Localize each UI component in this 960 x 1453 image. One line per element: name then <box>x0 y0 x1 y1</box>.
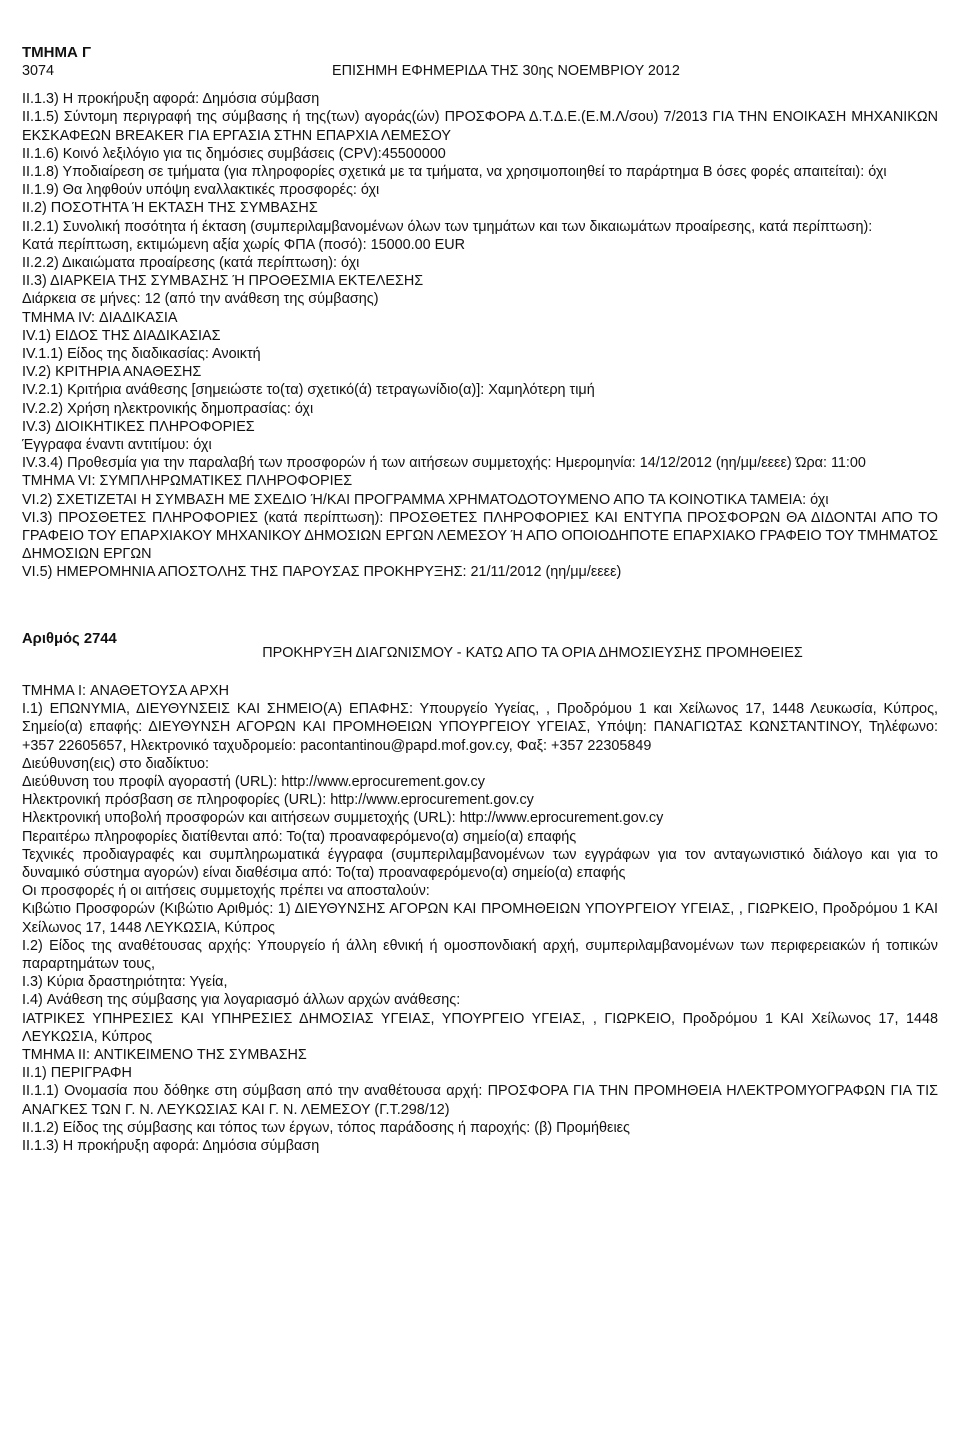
document-line: IV.1.1) Είδος της διαδικασίας: Ανοικτή <box>22 346 261 363</box>
document-line: IV.1) ΕΙΔΟΣ ΤΗΣ ΔΙΑΔΙΚΑΣΙΑΣ <box>22 327 221 344</box>
document-line: ΤΜΗΜΑ I: ΑΝΑΘΕΤΟΥΣΑ ΑΡΧΗ <box>22 682 229 699</box>
document-line: ΙΙ.1.1) Ονομασία που δόθηκε στη σύμβαση από την αναθέτουσα αρχή: ΠΡΟΣΦΟΡΑ ΓΙΑ ΤΗΝ ΠΡΟΜΗΘΕΙΑ ΗΛΕΚΤΡΟΜΥΟΓΡΑΦΩΝ ΓΙΑ ΤΙΣ ΑΝΑΓΚΕΣ ΤΩΝ Γ. Ν. ΛΕΥΚΩΣΙΑΣ ΚΑΙ Γ. Ν. ΛΕΜΕΣΟΥ (Γ.Τ.298/12) <box>22 1083 938 1118</box>
document-line: ΙΙ.1.5) Σύντομη περιγραφή της σύμβασης ή της(των) αγοράς(ών) ΠΡΟΣΦΟΡΑ Δ.Τ.Δ.Ε.(Ε.Μ.Λ/σου) 7/2013 ΓΙΑ ΤΗΝ ΕΝΟΙΚΑΣΗ ΜΗΧΑΝΙΚΩΝ ΕΚΣΚΑΦΕΩΝ BREAKER ΓΙΑ ΕΡΓΑΣΙΑ ΣΤΗΝ ΕΠΑΡΧΙΑ ΛΕΜΕΣΟΥ <box>22 109 938 144</box>
document-line: Τεχνικές προδιαγραφές και συμπληρωματικά έγγραφα (συμπεριλαμβανομένων των εγγράφων για τον ανταγωνιστικό διάλογο και για το δυναμικό σύστημα αγορών) είναι διαθέσιμα από: Το(τα) προαναφερόμενο(α) σημείο(α) επαφής <box>22 846 938 881</box>
document-line: Περαιτέρω πληροφορίες διατίθενται από: Το(τα) προαναφερόμενο(α) σημείο(α) επαφής <box>22 828 577 845</box>
document-line: I.4) Ανάθεση της σύμβασης για λογαριασμό άλλων αρχών ανάθεσης: <box>22 992 461 1009</box>
document-line: VI.5) ΗΜΕΡΟΜΗΝΙΑ ΑΠΟΣΤΟΛΗΣ ΤΗΣ ΠΑΡΟΥΣΑΣ ΠΡΟΚΗΡΥΞΗΣ: 21/11/2012 (ηη/μμ/εεεε) <box>22 564 622 581</box>
document-line: ΤΜΗΜΑ VI: ΣΥΜΠΛΗΡΩΜΑΤΙΚΕΣ ΠΛΗΡΟΦΟΡΙΕΣ <box>22 473 353 490</box>
document-line: ΙΑΤΡΙΚΕΣ ΥΠΗΡΕΣΙΕΣ ΚΑΙ ΥΠΗΡΕΣΙΕΣ ΔΗΜΟΣΙΑΣ ΥΓΕΙΑΣ, ΥΠΟΥΡΓΕΙΟ ΥΓΕΙΑΣ, , ΓΙΩΡΚΕΙΟ, Προδρόμου 1 ΚΑΙ Χείλωνος 17, 1448 ΛΕΥΚΩΣΙΑ, Κύπρος <box>22 1010 938 1045</box>
document-line: ΤΜΗΜΑ II: ΑΝΤΙΚΕΙΜΕΝΟ ΤΗΣ ΣΥΜΒΑΣΗΣ <box>22 1046 307 1063</box>
document-line: Κιβώτιο Προσφορών (Κιβώτιο Αριθμός: 1) ΔΙΕΥΘΥΝΣΗΣ ΑΓΟΡΩΝ ΚΑΙ ΠΡΟΜΗΘΕΙΩΝ ΥΠΟΥΡΓΕΙΟΥ ΥΓΕΙΑΣ, , ΓΙΩΡΚΕΙΟ, Προδρόμου 1 ΚΑΙ Χείλωνος 17, 1448 ΛΕΥΚΩΣΙΑ, Κύπρος <box>22 901 938 936</box>
notice-number: Αριθμός 2744 <box>22 630 117 647</box>
document-line: ΙΙ.1.9) Θα ληφθούν υπόψη εναλλακτικές προσφορές: όχι <box>22 182 380 199</box>
document-line: Διεύθυνση του προφίλ αγοραστή (URL): http://www.eprocurement.gov.cy <box>22 773 485 790</box>
document-line: Κατά περίπτωση, εκτιμώμενη αξία χωρίς ΦΠΑ (ποσό): 15000.00 EUR <box>22 236 465 253</box>
publication-title: ΕΠΙΣΗΜΗ ΕΦΗΜΕΡΙΔΑ ΤΗΣ 30ης ΝΟΕΜΒΡΙΟΥ 2012 <box>332 63 680 79</box>
document-line: I.2) Είδος της αναθέτουσας αρχής: Υπουργείο ή άλλη εθνική ή ομοσπονδιακή αρχή, συμπεριλαμβανομένων των περιφερειακών ή τοπικών παραρτημάτων τους, <box>22 937 938 972</box>
document-line: ΙΙ.1.3) Η προκήρυξη αφορά: Δημόσια σύμβαση <box>22 1137 320 1154</box>
document-line: Οι προσφορές ή οι αιτήσεις συμμετοχής πρέπει να αποσταλούν: <box>22 883 430 900</box>
document-line: IV.2) ΚΡΙΤΗΡΙΑ ΑΝΑΘΕΣΗΣ <box>22 364 202 381</box>
document-line: ΙΙ.3) ΔΙΑΡΚΕΙΑ ΤΗΣ ΣΥΜΒΑΣΗΣ Ή ΠΡΟΘΕΣΜΙΑ ΕΚΤΕΛΕΣΗΣ <box>22 273 424 290</box>
notice-heading <box>22 630 938 662</box>
document-line: ΙΙ.1.8) Υποδιαίρεση σε τμήματα (για πληροφορίες σχετικά με τα τμήματα, να χρησιμοποιηθεί το παράρτημα Β όσες φορές απαιτείται): όχι <box>22 164 887 181</box>
first-notice-body <box>22 90 938 581</box>
document-line: Έγγραφα έναντι αντιτίμου: όχι <box>22 437 212 454</box>
notice-title: ΠΡΟΚΗΡΥΞΗ ΔΙΑΓΩΝΙΣΜΟΥ - ΚΑΤΩ ΑΠΟ ΤΑ ΟΡΙΑ ΔΗΜΟΣΙΕΥΣΗΣ ΠΡΟΜΗΘΕΙΕΣ <box>262 644 803 661</box>
document-line: ΤΜΗΜΑ IV: ΔΙΑΔΙΚΑΣΙΑ <box>22 309 178 326</box>
document-line: ΙΙ.1.3) Η προκήρυξη αφορά: Δημόσια σύμβαση <box>22 91 320 108</box>
document-line: ΙΙ.2.2) Δικαιώματα προαίρεσης (κατά περίπτωση): όχι <box>22 255 360 272</box>
document-line: IV.3) ΔΙΟΙΚΗΤΙΚΕΣ ΠΛΗΡΟΦΟΡΙΕΣ <box>22 418 255 435</box>
document-line: Διεύθυνση(εις) στο διαδίκτυο: <box>22 755 210 772</box>
document-line: VI.3) ΠΡΟΣΘΕΤΕΣ ΠΛΗΡΟΦΟΡΙΕΣ (κατά περίπτωση): ΠΡΟΣΘΕΤΕΣ ΠΛΗΡΟΦΟΡΙΕΣ ΚΑΙ ΕΝΤΥΠΑ ΠΡΟΣΦΟΡΩΝ ΘΑ ΔΙΔΟΝΤΑΙ ΑΠΟ ΤΟ ΓΡΑΦΕΙΟ ΤΟΥ ΕΠΑΡΧΙΑΚΟΥ ΜΗΧΑΝΙΚΟΥ ΔΗΜΟΣΙΩΝ ΕΡΓΩΝ ΛΕΜΕΣΟΥ Ή ΑΠΟ ΟΠΟΙΟΔΗΠΟΤΕ ΕΠΑΡΧΙΑΚΟ ΓΡΑΦΕΙΟ ΤΟΥ ΤΜΗΜΑΤΟΣ ΔΗΜΟΣΙΩΝ ΕΡΓΩΝ <box>22 509 938 563</box>
page-number: 3074 <box>22 63 55 79</box>
document-line: ΙΙ.1.6) Κοινό λεξιλόγιο για τις δημόσιες συμβάσεις (CPV):45500000 <box>22 145 446 162</box>
document-line: IV.3.4) Προθεσμία για την παραλαβή των προσφορών ή των αιτήσεων συμμετοχής: Ημερομηνία: 14/12/2012 (ηη/μμ/εεεε) Ώρα: 11:00 <box>22 455 866 472</box>
document-line: VI.2) ΣΧΕΤΙΖΕΤΑΙ Η ΣΥΜΒΑΣΗ ΜΕ ΣΧΕΔΙΟ Ή/ΚΑΙ ΠΡΟΓΡΑΜΜΑ ΧΡΗΜΑΤΟΔΟΤΟΥΜΕΝΟ ΑΠΟ ΤΑ ΚΟΙΝΟΤΙΚΑ ΤΑΜΕΙΑ: όχι <box>22 491 829 508</box>
document-line: IV.2.2) Χρήση ηλεκτρονικής δημοπρασίας: όχι <box>22 400 314 417</box>
document-line: IV.2.1) Κριτήρια ανάθεσης [σημειώστε το(τα) σχετικό(ά) τετραγωνίδιο(α)]: Χαμηλότερη τιμή <box>22 382 595 399</box>
running-header <box>22 62 938 80</box>
second-notice-body <box>22 682 938 1155</box>
section-letter: ΤΜΗΜΑ Γ <box>22 44 92 61</box>
document-line: Ηλεκτρονική πρόσβαση σε πληροφορίες (URL): http://www.eprocurement.gov.cy <box>22 792 534 809</box>
document-line: I.1) ΕΠΩΝΥΜΙΑ, ΔΙΕΥΘΥΝΣΕΙΣ ΚΑΙ ΣΗΜΕΙΟ(Α) ΕΠΑΦΗΣ: Υπουργείο Υγείας, , Προδρόμου 1 και Χείλωνος 17, 1448 Λευκωσία, Κύπρος, Σημείο(α) επαφής: ΔΙΕΥΘΥΝΣΗ ΑΓΟΡΩΝ ΚΑΙ ΠΡΟΜΗΘΕΙΩΝ ΥΠΟΥΡΓΕΙΟΥ ΥΓΕΙΑΣ, Υπόψη: ΠΑΝΑΓΙΩΤΑΣ ΚΩΝΣΤΑΝΤΙΝΟΥ, Τηλέφωνο: +357 22605657, Ηλεκτρονικό ταχυδρομείο: pacontantinou@papd.mof.gov.cy, Φαξ: +357 22305849 <box>22 701 938 754</box>
document-line: Διάρκεια σε μήνες: 12 (από την ανάθεση της σύμβασης) <box>22 291 379 308</box>
document-line: ΙΙ.1) ΠΕΡΙΓΡΑΦΗ <box>22 1065 132 1082</box>
gazette-page <box>22 44 938 1155</box>
document-line: Ηλεκτρονική υποβολή προσφορών και αιτήσεων συμμετοχής (URL): http://www.eprocurement.gov.cy <box>22 810 664 827</box>
document-line: ΙΙ.2) ΠΟΣΟΤΗΤΑ Ή ΕΚΤΑΣΗ ΤΗΣ ΣΥΜΒΑΣΗΣ <box>22 200 318 217</box>
document-line: I.3) Κύρια δραστηριότητα: Υγεία, <box>22 974 228 991</box>
document-line: ΙΙ.1.2) Είδος της σύμβασης και τόπος των έργων, τόπος παράδοσης ή παροχής: (β) Προμήθειες <box>22 1119 630 1136</box>
document-line: ΙΙ.2.1) Συνολική ποσότητα ή έκταση (συμπεριλαμβανομένων όλων των τμημάτων και των δικαιωμάτων προαίρεσης, κατά περίπτωση): <box>22 218 873 235</box>
